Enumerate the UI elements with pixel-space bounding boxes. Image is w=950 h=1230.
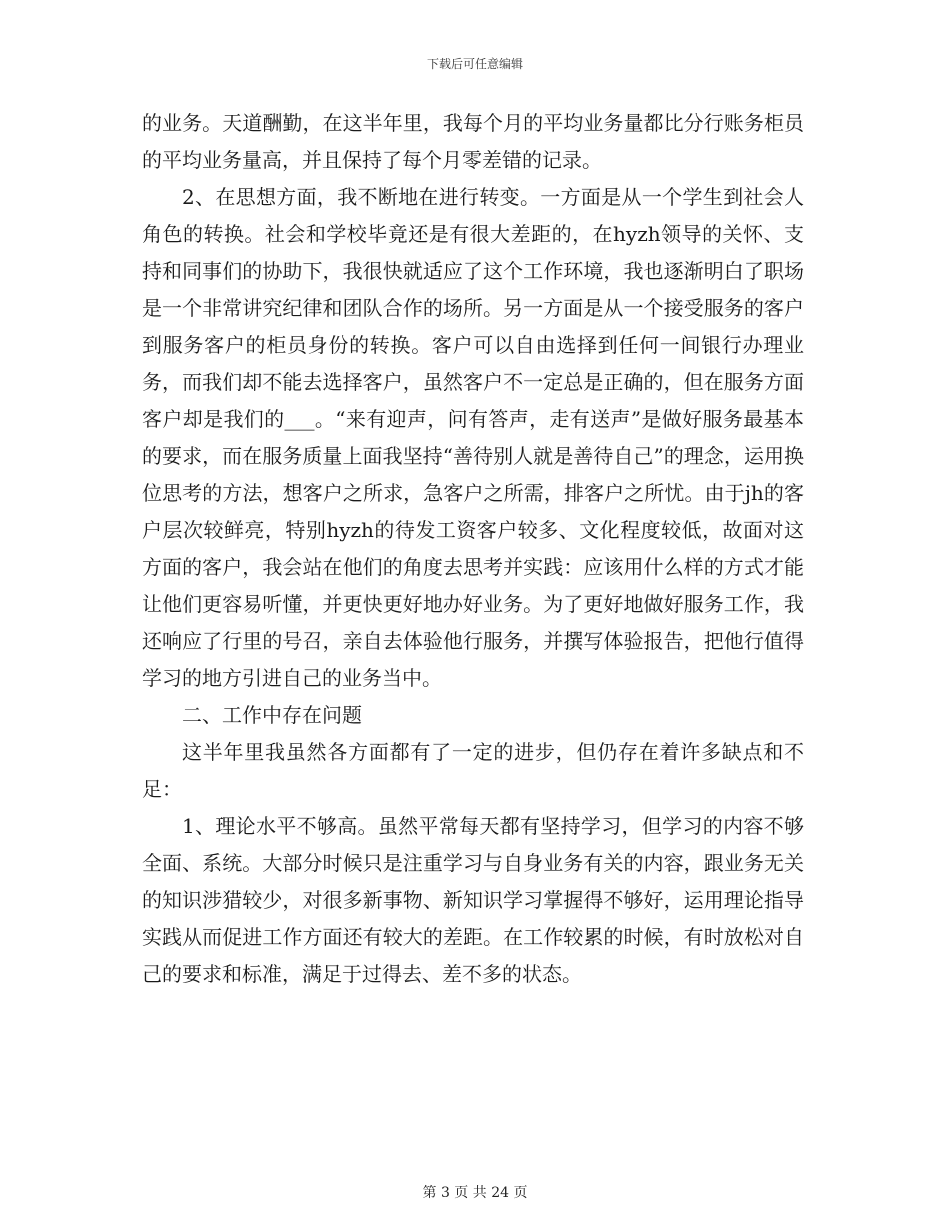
paragraph-thinking: 2、在思想方面，我不断地在进行转变。一方面是从一个学生到社会人角色的转换。社会和学校毕竟还是有很大差距的，在hyzh领导的关怀、支持和同事们的协助下，我很快就适应了这个工作环境，我也逐渐明白了职场是一个非常讲究纪律和团队合作的场所。另一方面是从一个接受服务的客户到服务客户的柜员身份的转换。客户可以自由选择到任何一间银行办理业务，而我们却不能去选择客户，虽然客户不一定总是正确的，但在服务方面客户却是我们的___。“来有迎声，问有答声，走有送声”是做好服务最基本的要求，而在服务质量上面我坚持“善待别人就是善待自己”的理念，运用换位思考的方法，想客户之所求，急客户之所需，排客户之所忧。由于jh的客户层次较鲜亮，特别hyzh的待发工资客户较多、文化程度较低，故面对这方面的客户，我会站在他们的角度去思考并实践：应该用什么样的方式才能让他们更容易听懂，并更快更好地办好业务。为了更好地做好服务工作，我还响应了行里的号召，亲自去体验他行服务，并撰写体验报告，把他行值得学习的地方引进自己的业务当中。 [142,185,804,690]
document-body [142,105,804,993]
section-heading-problems: 二、工作中存在问题 [182,703,362,727]
page-header-note: 下载后可任意编辑 [426,57,523,71]
paragraph-theory-level: 1、理论水平不够高。虽然平常每天都有坚持学习，但学习的内容不够全面、系统。大部分时候只是注重学习与自身业务有关的内容，跟业务无关的知识涉猎较少，对很多新事物、新知识学习掌握得不够好，运用理论指导实践从而促进工作方面还有较大的差距。在工作较累的时候，有时放松对自己的要求和标准，满足于过得去、差不多的状态。 [142,814,804,986]
paragraph-continuation: 的业务。天道酬勤，在这半年里，我每个月的平均业务量都比分行账务柜员的平均业务量高，并且保持了每个月零差错的记录。 [142,111,804,172]
page-number-footer: 第 3 页 共 24 页 [422,1185,528,1201]
paragraph-shortcomings-intro: 这半年里我虽然各方面都有了一定的进步，但仍存在着许多缺点和不足： [142,740,804,801]
